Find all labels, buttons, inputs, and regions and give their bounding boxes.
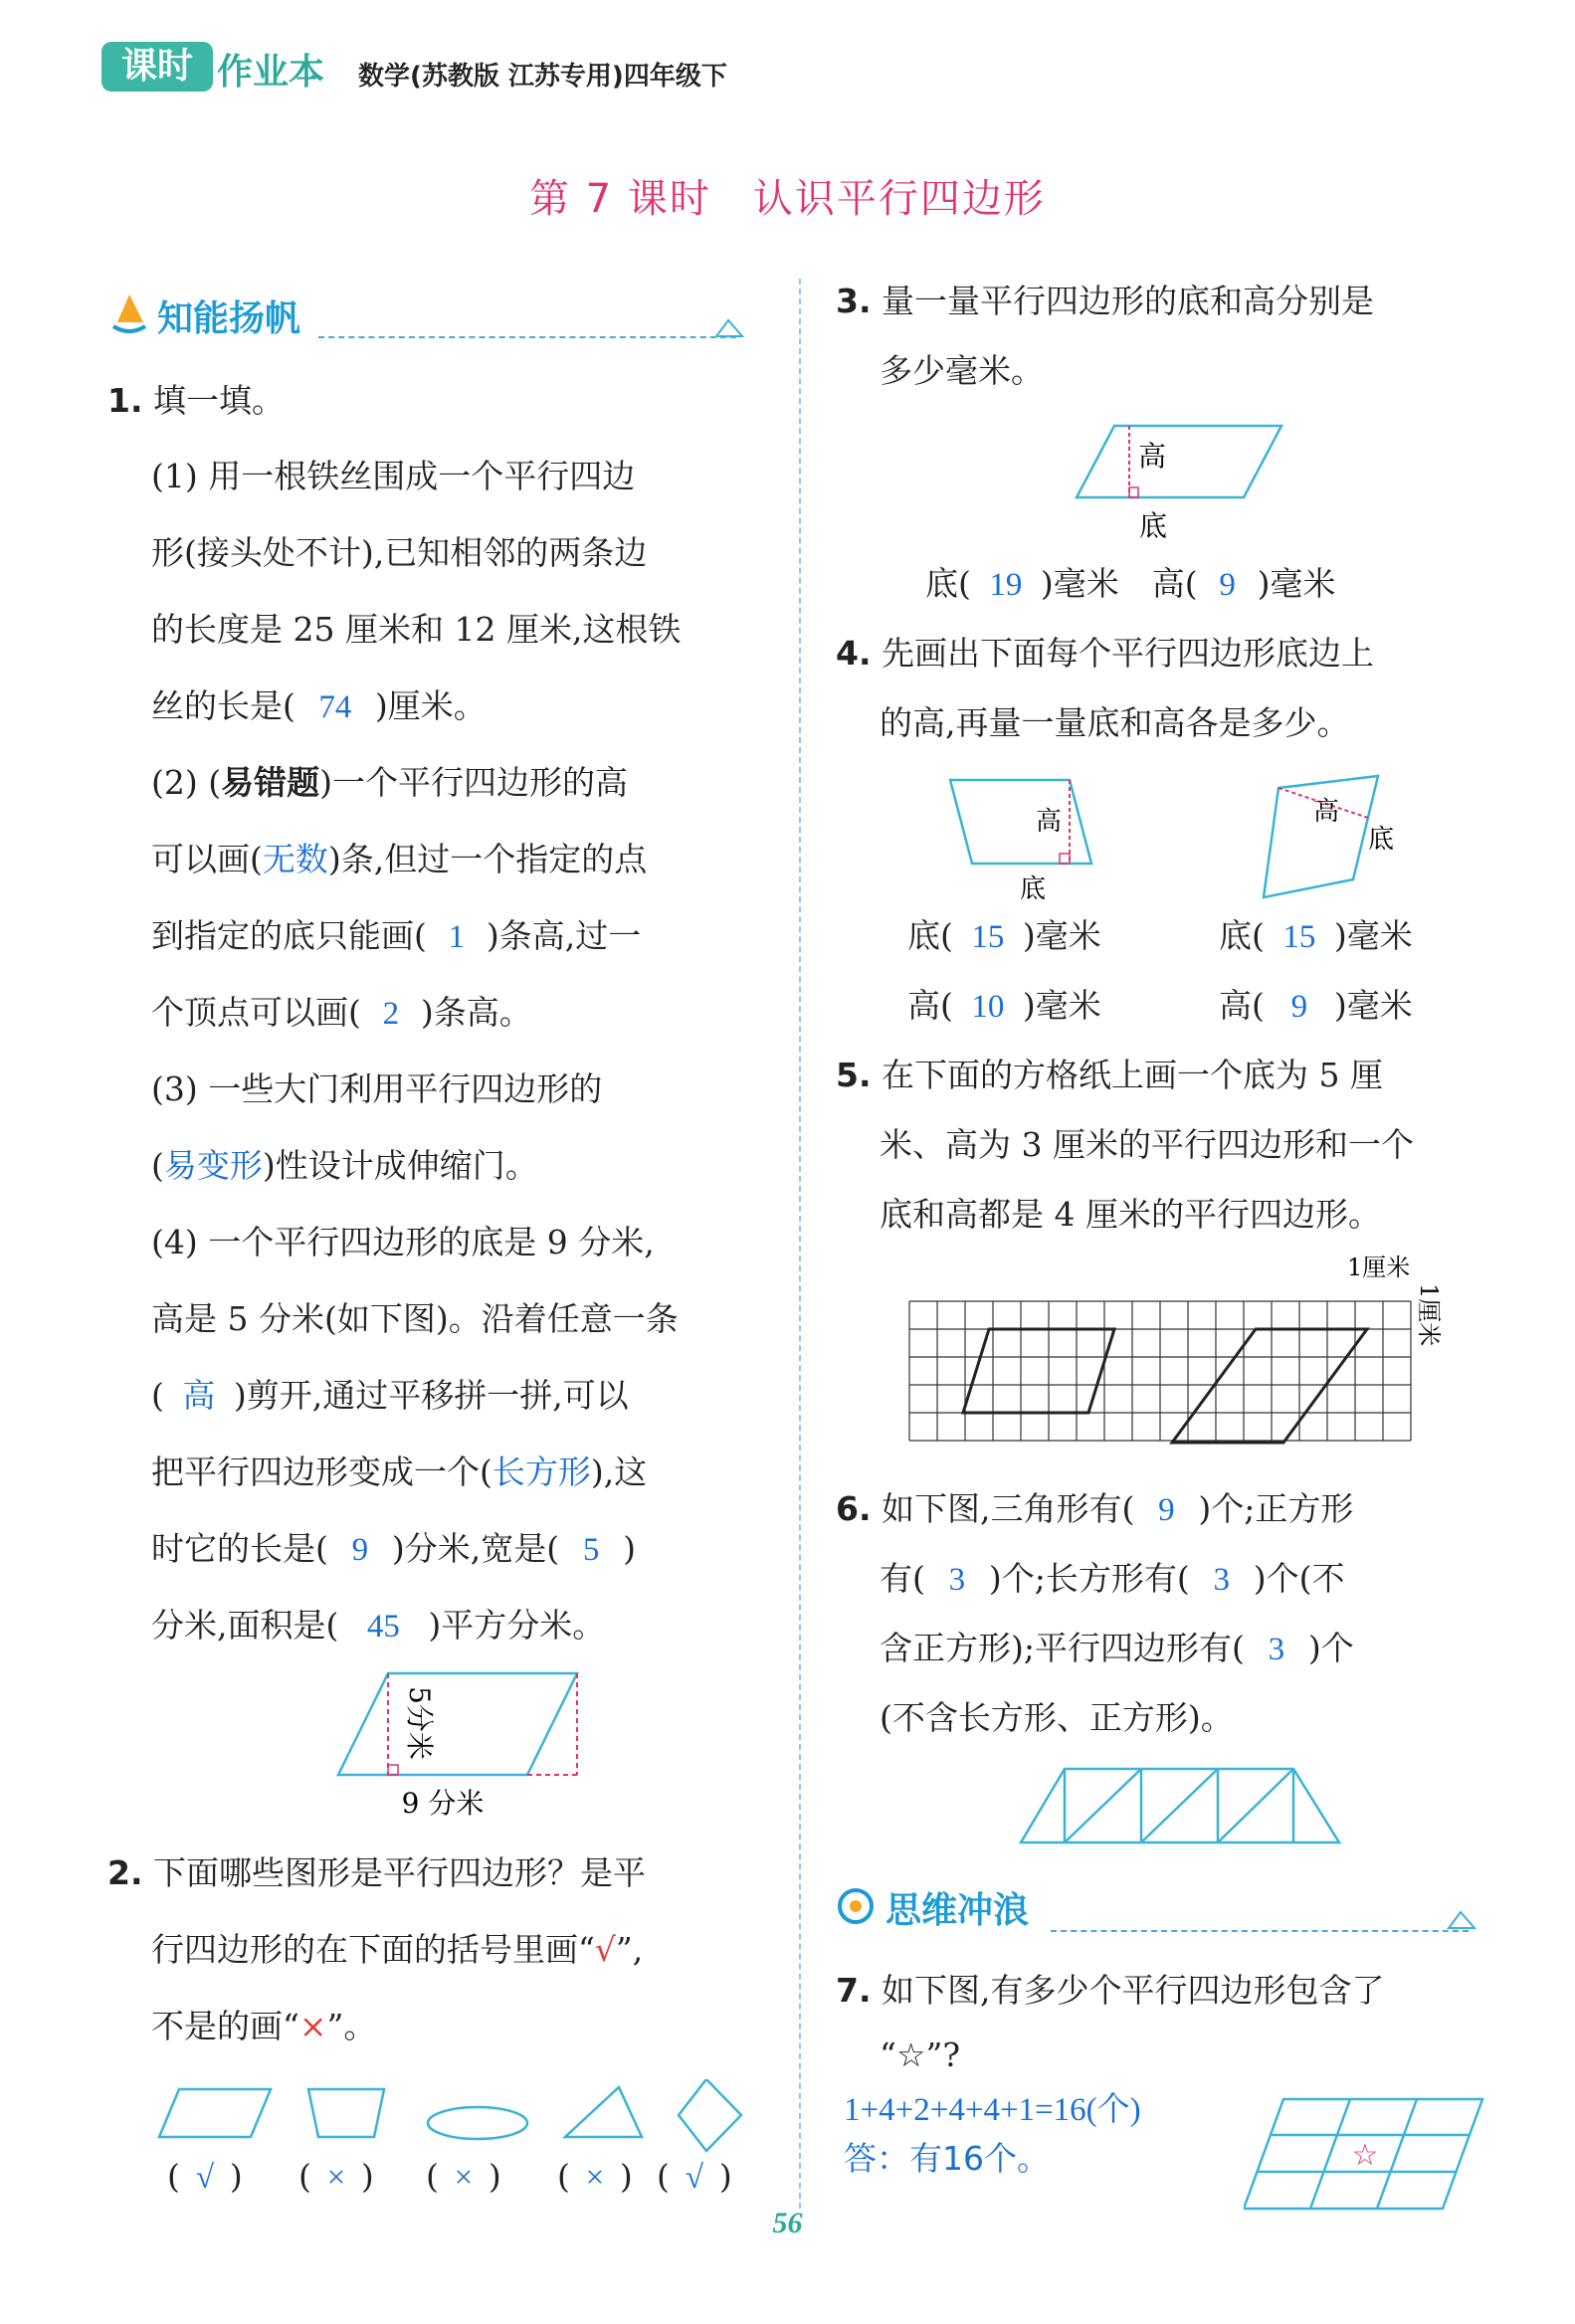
base-label: 底 xyxy=(1139,509,1168,542)
q1-p2-line3: 到指定的底只能画( 1 )条高,过一 xyxy=(151,897,641,976)
q1-p2-line2: 可以画(无数)条,但过一个指定的点 xyxy=(151,821,647,899)
q2-line1: 2. 下面哪些图形是平行四边形？是平 xyxy=(107,1853,646,1892)
parallelogram-4x4 xyxy=(1172,1329,1367,1443)
q4-base-2: 底( 15 )毫米 xyxy=(1219,916,1413,955)
q6-line1: 6. 如下图,三角形有( 9 )个;正方形 xyxy=(836,1489,1354,1528)
wave-icon xyxy=(1447,1908,1477,1932)
shape-rhombus xyxy=(679,2079,741,2151)
q4-base-1: 底( 15 )毫米 xyxy=(907,916,1101,955)
section-title-zhineng: 知能扬帆 xyxy=(157,298,301,339)
lesson-title: 第 7 课时 认识平行四边形 xyxy=(529,176,1046,222)
q4-line2: 的高,再量一量底和高各是多少。 xyxy=(880,703,1350,742)
q1-p1-line1: (1) 用一根铁丝围成一个平行四边 xyxy=(151,457,636,495)
q1-p4-line3: ( 高 )剪开,通过平移拼一拼,可以 xyxy=(151,1357,629,1436)
section-title-siwei: 思维冲浪 xyxy=(886,1890,1030,1931)
section-rule xyxy=(318,336,736,338)
q6-trapezoid-figure xyxy=(1015,1761,1353,1850)
q1-p1-line4: 丝的长是( 74 )厘米。 xyxy=(151,668,487,746)
q1-p1-line2: 形(接头处不计),已知相邻的两条边 xyxy=(151,533,648,572)
q1-p4-line6: 分米,面积是( 45 )平方分米。 xyxy=(151,1587,605,1665)
parallelogram-figure-q1 xyxy=(328,1663,597,1823)
q3-line1: 3. 量一量平行四边形的底和高分别是 xyxy=(836,282,1374,320)
parallelogram-shape xyxy=(338,1673,577,1775)
q5-line2: 米、高为 3 厘米的平行四边形和一个 xyxy=(880,1125,1414,1164)
svg-text:底: 底 xyxy=(1368,825,1395,855)
answer-blank: 2 xyxy=(382,996,400,1032)
q6-line4: (不含长方形、正方形)。 xyxy=(880,1698,1234,1737)
height-label: 5分米 xyxy=(403,1686,436,1760)
column-divider xyxy=(799,279,801,2209)
q1-p4-line4: 把平行四边形变成一个(长方形),这 xyxy=(151,1434,647,1512)
answer-blank: 5 xyxy=(582,1532,600,1568)
base-label: 9 分米 xyxy=(401,1787,485,1820)
sail-icon xyxy=(109,292,149,336)
q5-line1: 5. 在下面的方格纸上画一个底为 5 厘 xyxy=(836,1056,1383,1094)
answer-blank: 易变形 xyxy=(163,1149,263,1185)
q2-line3: 不是的画“×”。 xyxy=(151,2007,377,2045)
q1-p2-line1: (2) (易错题)一个平行四边形的高 xyxy=(151,763,628,802)
shape-parallelogram xyxy=(159,2089,271,2137)
q2-line2: 行四边形的在下面的括号里画“√”, xyxy=(151,1930,644,1969)
logo-badge: 课时 xyxy=(101,42,213,92)
wave-icon xyxy=(714,316,744,340)
q1-p4-line5: 时它的长是( 9 )分米,宽是( 5 ) xyxy=(151,1510,636,1589)
unit-label-top: 1厘米 xyxy=(1347,1254,1411,1281)
shape-ellipse xyxy=(428,2107,527,2139)
svg-text:高: 高 xyxy=(1313,797,1340,827)
q1-p3-line1: (3) 一些大门利用平行四边形的 xyxy=(151,1069,603,1108)
answer-blank: 高 xyxy=(182,1379,216,1415)
q4-height-2: 高( 9 )毫米 xyxy=(1219,986,1413,1025)
page-number: 56 xyxy=(772,2207,803,2239)
q7-grid-figure xyxy=(1244,2089,1492,2219)
height-label: 高 xyxy=(1138,440,1167,473)
shape-triangle xyxy=(565,2087,642,2137)
unit-label-side: 1厘米 xyxy=(1415,1283,1443,1347)
q3-line2: 多少毫米。 xyxy=(880,351,1044,390)
brand-word: 作业本 xyxy=(217,52,325,93)
answer-blank: 45 xyxy=(366,1609,400,1645)
q1-p2-line4: 个顶点可以画( 2 )条高。 xyxy=(151,974,532,1053)
q1-p4-line1: (4) 一个平行四边形的底是 9 分米, xyxy=(151,1223,655,1261)
q2-answer-4: ( × ) xyxy=(557,2157,633,2196)
q7-line2: “☆”? xyxy=(880,2035,961,2074)
q1-heading: 1. 填一填。 xyxy=(107,381,285,420)
q6-line2: 有( 3 )个;长方形有( 3 )个(不 xyxy=(880,1559,1345,1598)
parallelogram-5x3 xyxy=(963,1329,1114,1413)
q1-p1-line3: 的长度是 25 厘米和 12 厘米,这根铁 xyxy=(151,610,682,649)
q3-parallelogram-figure xyxy=(1065,416,1293,545)
star-icon: ☆ xyxy=(1351,2138,1379,2173)
q6-line3: 含正方形);平行四边形有( 3 )个 xyxy=(880,1629,1354,1667)
q1-p3-line2: (易变形)性设计成伸缩门。 xyxy=(151,1127,538,1206)
answer-blank: 长方形 xyxy=(492,1455,591,1491)
swirl-icon xyxy=(836,1884,876,1928)
q4-figures xyxy=(940,768,1458,907)
q4-height-1: 高( 10 )毫米 xyxy=(907,986,1101,1025)
q7-calculation: 1+4+2+4+4+1=16(个) xyxy=(844,2092,1141,2128)
answer-blank: 无数 xyxy=(262,843,328,878)
q2-answer-3: ( × ) xyxy=(426,2157,501,2196)
section-rule xyxy=(1051,1930,1469,1932)
height-label: 高 xyxy=(1036,807,1063,837)
q5-grid-paper xyxy=(901,1254,1459,1462)
base-label: 底 xyxy=(1020,874,1047,904)
answer-blank: 9 xyxy=(351,1532,369,1568)
q7-answer: 答：有16个。 xyxy=(844,2139,1050,2178)
q2-answer-2: ( × ) xyxy=(298,2157,374,2196)
answer-blank: 74 xyxy=(318,689,352,725)
q3-answer-row: 底( 19 )毫米 高( 9 )毫米 xyxy=(925,564,1336,603)
book-subtitle: 数学(苏教版 江苏专用)四年级下 xyxy=(358,62,727,92)
q1-p4-line2: 高是 5 分米(如下图)。沿着任意一条 xyxy=(151,1299,679,1338)
q2-answer-5: ( √ ) xyxy=(657,2157,732,2196)
shape-trapezoid xyxy=(308,2089,384,2137)
answer-blank: 1 xyxy=(448,919,466,955)
q5-line3: 底和高都是 4 厘米的平行四边形。 xyxy=(880,1195,1381,1234)
q4-line1: 4. 先画出下面每个平行四边形底边上 xyxy=(836,634,1374,673)
q7-line1: 7. 如下图,有多少个平行四边形包含了 xyxy=(836,1971,1385,2010)
q2-answer-1: ( √ ) xyxy=(167,2157,243,2196)
